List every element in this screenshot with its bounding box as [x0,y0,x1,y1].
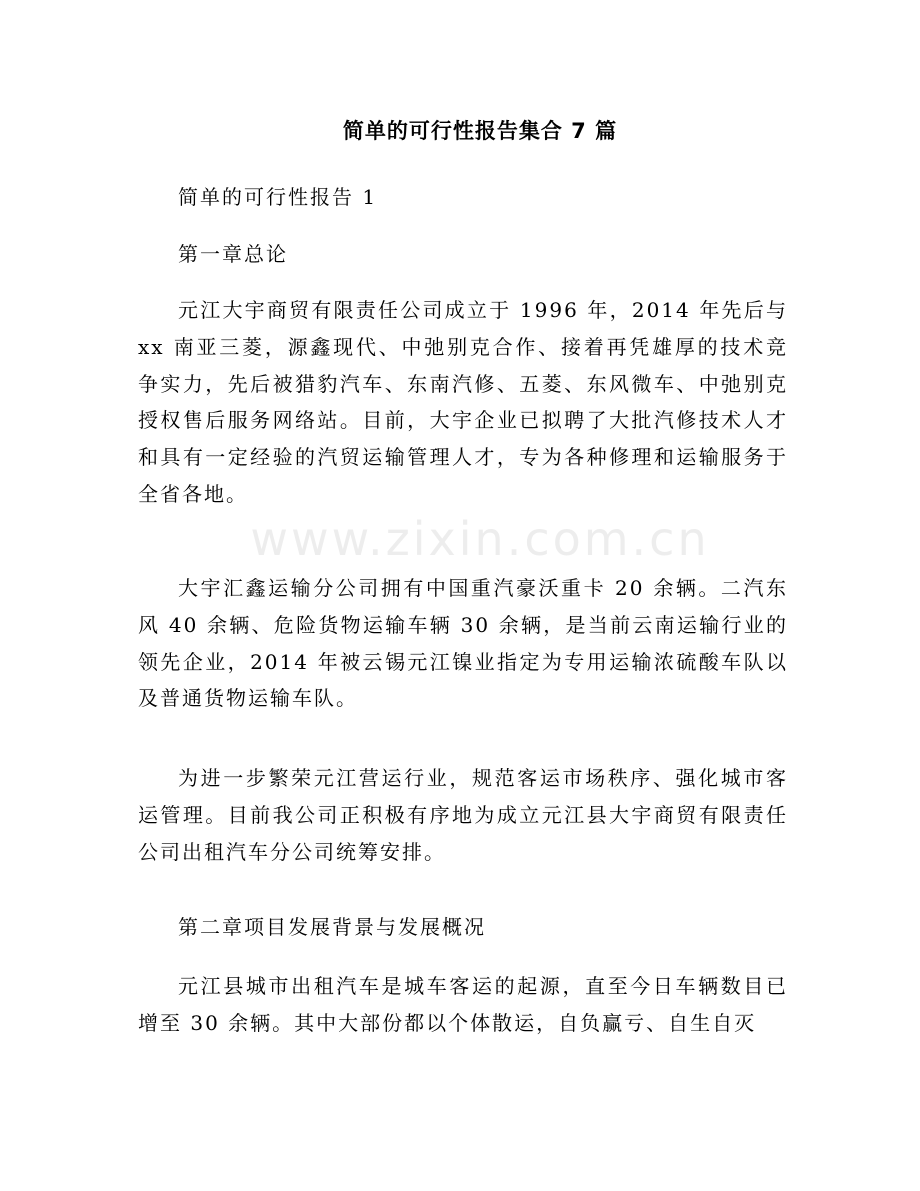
report-subtitle: 简单的可行性报告 1 [178,185,378,209]
paragraph-company-intro: 元江大宇商贸有限责任公司成立于 1996 年，2014 年先后与 xx 南亚三菱，源鑫现代、中弛别克合作、接着再凭雄厚的技术竞争实力，先后被猎豹汽车、东南汽修、五菱、东风微车、中弛别克授权售后服务网络站。目前，大宇企业已拟聘了大批汽修技术人才和具有一定经验的汽贸运输管理人才，专为各种修理和运输服务于全省各地。 [138,298,788,506]
chapter-2-heading: 第二章项目发展背景与发展概况 [178,915,486,939]
chapter-1-heading: 第一章总论 [178,242,288,266]
paragraph-taxi-branch: 为进一步繁荣元江营运行业，规范客运市场秩序、强化城市客运管理。目前我公司正积极有序地为成立元江县大宇商贸有限责任公司出租汽车分公司统筹安排。 [138,766,788,864]
watermark-text: www.zixin.com.cn [250,512,710,566]
document-title: 简单的可行性报告集合 7 篇 [342,119,618,143]
paragraph-chapter-2: 元江县城市出租汽车是城车客运的起源，直至今日车辆数目已增至 30 余辆。其中大部份都以个体散运，自负赢亏、自生自灭 [138,974,788,1035]
paragraph-transport-branch: 大宇汇鑫运输分公司拥有中国重汽豪沃重卡 20 余辆。二汽东风 40 余辆、危险货物运输车辆 30 余辆，是当前云南运输行业的领先企业，2014 年被云锡元江镍业指定为专用运输浓硫酸车队以及普通货物运输车队。 [138,576,788,711]
